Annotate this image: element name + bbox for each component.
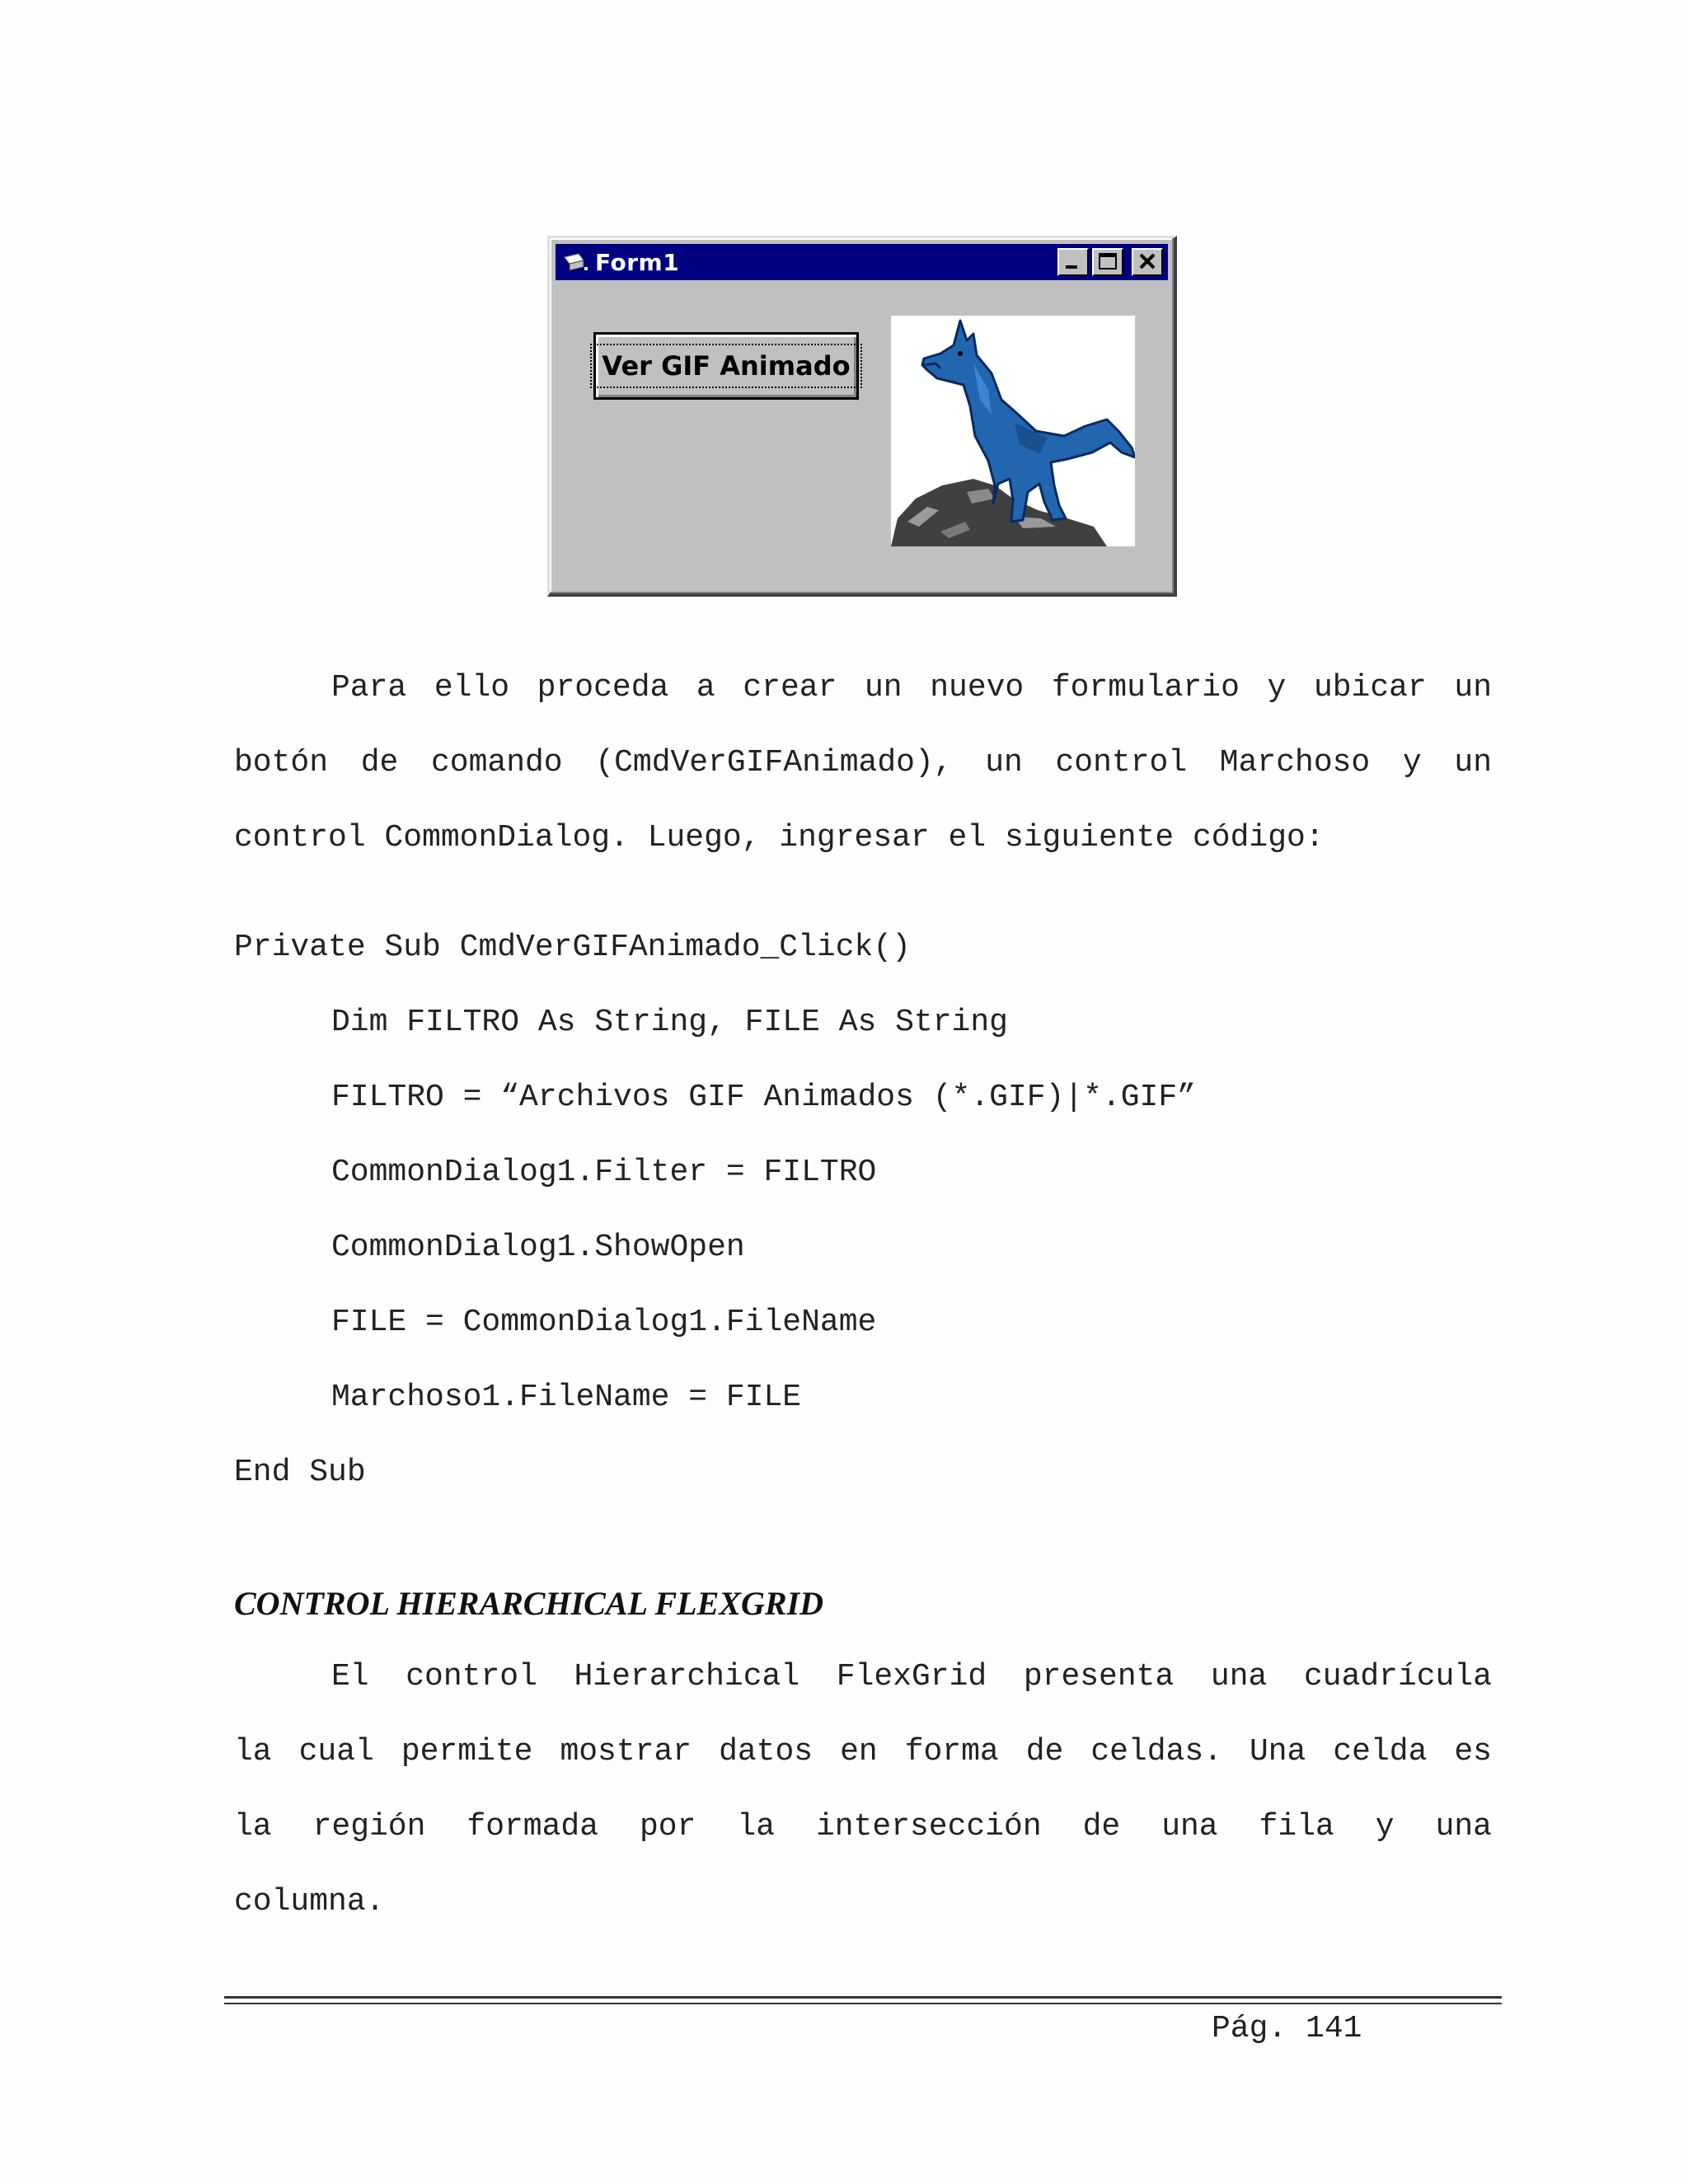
- close-button[interactable]: [1132, 248, 1163, 276]
- section-line-2: la cual permite mostrar datos en forma de celdas. Una celda es: [234, 1734, 1492, 1769]
- ver-gif-animado-button[interactable]: [593, 332, 859, 400]
- footer-rule-top: [224, 1996, 1502, 1999]
- section-line-1: El control Hierarchical FlexGrid presenta una cuadrícula: [331, 1659, 1492, 1694]
- code-line: FILTRO = “Archivos GIF Animados (*.GIF)|*.GIF”: [331, 1080, 1196, 1115]
- section-heading: CONTROL HIERARCHICAL FLEXGRID: [234, 1585, 823, 1622]
- close-icon: [1133, 250, 1161, 274]
- intro-line-1: Para ello proceda a crear un nuevo formulario y ubicar un: [331, 670, 1492, 705]
- marchoso-animation: [891, 316, 1135, 546]
- section-line-3: la región formada por la intersección de una fila y una: [234, 1809, 1492, 1844]
- maximize-icon: [1094, 250, 1122, 274]
- maximize-button[interactable]: [1092, 248, 1123, 276]
- minimize-button[interactable]: [1057, 248, 1089, 276]
- intro-line-3: control CommonDialog. Luego, ingresar el siguiente código:: [234, 820, 1325, 855]
- code-line: FILE = CommonDialog1.FileName: [331, 1305, 877, 1340]
- title-bar[interactable]: [556, 244, 1168, 280]
- wolf-image: [891, 316, 1135, 546]
- section-line-4: columna.: [234, 1884, 385, 1919]
- code-line: CommonDialog1.ShowOpen: [331, 1230, 745, 1265]
- code-line: CommonDialog1.Filter = FILTRO: [331, 1155, 877, 1190]
- code-line: Marchoso1.FileName = FILE: [331, 1380, 802, 1415]
- code-line: Dim FILTRO As String, FILE As String: [331, 1005, 1008, 1040]
- footer-rule-bottom: [224, 2003, 1502, 2004]
- form1-window: [547, 236, 1177, 597]
- minimize-icon: [1059, 250, 1087, 274]
- code-line: End Sub: [234, 1455, 366, 1490]
- intro-line-2: botón de comando (CmdVerGIFAnimado), un control Marchoso y un: [234, 745, 1492, 780]
- form-icon: [562, 251, 590, 274]
- code-line: Private Sub CmdVerGIFAnimado_Click(): [234, 930, 911, 965]
- window-title: Form1: [595, 248, 680, 276]
- button-label: Ver GIF Animado: [590, 344, 861, 388]
- page-number: Pág. 141: [1212, 2011, 1362, 2046]
